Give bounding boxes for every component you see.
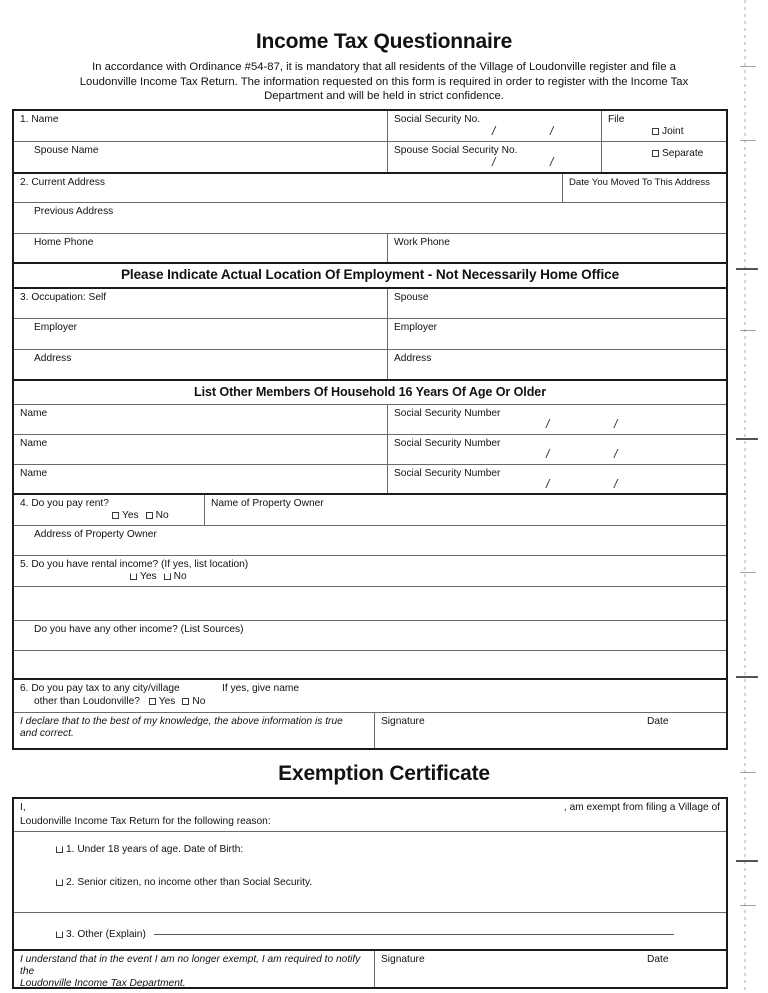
occupation-self-label: 3. Occupation: Self [20, 292, 107, 303]
rent-question-label: 4. Do you pay rent? [20, 498, 109, 509]
rental-income-yes-label: Yes [140, 571, 157, 582]
cell-owner-address[interactable] [14, 526, 726, 555]
file-label: File [608, 114, 625, 125]
scan-artifact-strip [744, 0, 746, 993]
row-question-rental-income [14, 556, 726, 587]
exemption-table [12, 797, 728, 989]
checkbox-icon[interactable] [146, 512, 153, 519]
row-previous-address [14, 203, 726, 234]
household-ssn-slash-2: / [614, 477, 618, 491]
scan-tick [736, 860, 758, 862]
household-name-label: Name [20, 408, 48, 419]
row-spouse-name-ssn [14, 126, 726, 174]
cell-employer-self[interactable] [14, 319, 388, 349]
other-city-tax-options [149, 696, 213, 707]
other-income-question-label: Do you have any other income? (List Sources) [34, 624, 244, 635]
rent-yes-label: Yes [122, 510, 139, 521]
cell-rental-income-question [14, 556, 726, 586]
declaration-line2: and correct. [20, 728, 74, 739]
row-other-income-writein[interactable] [14, 651, 726, 680]
previous-address-label: Previous Address [34, 206, 114, 217]
checkbox-icon[interactable] [182, 698, 189, 705]
household-ssn-slash-2: / [614, 417, 618, 431]
cell-household-ssn[interactable] [388, 465, 726, 493]
rent-yes-option[interactable] [112, 510, 139, 521]
household-ssn-slash-1: / [546, 447, 550, 461]
declaration-date-label: Date [647, 716, 669, 727]
row-occupation [14, 289, 726, 319]
rent-options [112, 510, 176, 522]
other-city-tax-line1: 6. Do you pay tax to any city/village [20, 683, 180, 694]
exemption-item-3[interactable] [20, 929, 726, 941]
cell-occupation-spouse[interactable] [388, 289, 726, 318]
row-phones [14, 234, 726, 264]
cell-rental-income-writein[interactable] [14, 587, 726, 620]
row-exemption-item-3 [14, 913, 726, 951]
household-ssn-slash-2: / [614, 447, 618, 461]
occupation-spouse-label: Spouse [394, 292, 429, 303]
row-current-address [14, 174, 726, 203]
rent-no-label: No [155, 510, 169, 521]
row-employer [14, 319, 726, 350]
cell-household-ssn[interactable] [388, 405, 726, 434]
checkbox-icon[interactable] [130, 573, 137, 580]
row-employment-address [14, 350, 726, 381]
file-option-joint-label: Joint [662, 126, 684, 137]
row-question-rent [14, 495, 726, 526]
other-city-tax-yes-label: Yes [158, 696, 176, 707]
household-name-label: Name [20, 438, 48, 449]
exemption-footer-line1: I understand that in the event I am no longer exempt, I am required to notify the [20, 954, 361, 977]
row-rental-income-writein[interactable] [14, 587, 726, 621]
row-other-income [14, 621, 726, 651]
file-option-joint[interactable] [608, 126, 726, 138]
rental-income-no-label: No [173, 571, 187, 582]
other-city-tax-yes-option[interactable] [149, 696, 176, 707]
row-question-other-city-tax [14, 680, 726, 713]
exemption-title: Exemption Certificate [278, 762, 490, 785]
household-ssn-slash-1: / [546, 417, 550, 431]
scan-tick [740, 330, 756, 331]
employer-spouse-label: Employer [394, 322, 438, 333]
row-household-band [14, 381, 726, 405]
scan-tick [736, 676, 758, 678]
checkbox-icon[interactable] [56, 879, 63, 886]
household-ssn-label: Social Security Number [394, 408, 501, 419]
checkbox-icon[interactable] [164, 573, 171, 580]
cell-rent-question [14, 495, 205, 525]
employment-address-self-label: Address [34, 353, 72, 364]
row-employment-band [14, 264, 726, 289]
home-phone-label: Home Phone [34, 237, 94, 248]
rental-income-question-label: 5. Do you have rental income? (If yes, list location) [20, 559, 249, 570]
employer-self-label: Employer [34, 322, 78, 333]
cell-owner-name[interactable] [205, 495, 726, 525]
scan-tick [740, 572, 756, 573]
cell-exemption-signature[interactable] [375, 951, 726, 987]
employment-address-spouse-label: Address [394, 353, 432, 364]
intro-paragraph: In accordance with Ordinance #54-87, it is mandatory that all residents of the Village of Loudonville register and file a Loudonville Income Tax Return. The information requested on this form is required in order to register with the Income Tax Department and will be held in strict confidence. [79, 61, 689, 103]
table-row [14, 435, 726, 465]
household-band-title: List Other Members Of Household 16 Years Of Age Or Older [193, 385, 547, 399]
file-option-separate-label: Separate [662, 148, 704, 159]
exemption-lead-end: , am exempt from filing a Village of [563, 802, 720, 813]
checkbox-icon[interactable] [112, 512, 119, 519]
questionnaire-table [12, 109, 728, 750]
cell-other-city-tax [14, 680, 726, 712]
owner-name-label: Name of Property Owner [211, 498, 324, 509]
cell-employment-address-self[interactable] [14, 350, 388, 379]
checkbox-icon[interactable] [652, 128, 659, 135]
cell-name[interactable] [14, 111, 388, 141]
exemption-item-2-label: 2. Senior citizen, no income other than Social Security. [66, 877, 313, 888]
household-ssn-slash-1: / [546, 477, 550, 491]
exemption-item-1[interactable] [20, 844, 726, 856]
cell-exemption-footer-text [14, 951, 375, 987]
cell-declaration-signature[interactable] [375, 713, 726, 748]
checkbox-icon[interactable] [149, 698, 156, 705]
spouse-name-label: Spouse Name [34, 145, 99, 156]
rental-income-yes-option[interactable] [130, 571, 157, 582]
exemption-item-3-writein[interactable] [154, 934, 674, 935]
row-declaration [14, 713, 726, 748]
cell-exemption-lead[interactable] [14, 799, 726, 831]
exemption-date-label: Date [647, 954, 669, 965]
file-option-separate[interactable] [608, 148, 726, 160]
other-city-tax-line2: other than Loudonville? [34, 696, 140, 707]
cell-household-name[interactable] [14, 435, 388, 464]
cell-household-name[interactable] [14, 465, 388, 493]
exemption-signature-label: Signature [381, 954, 425, 965]
cell-file-options [602, 126, 726, 172]
ssn-slash-1: / [492, 124, 496, 138]
cell-ssn[interactable] [388, 111, 602, 141]
cell-employment-address-spouse[interactable] [388, 350, 726, 379]
row-exemption-lead [14, 799, 726, 832]
spouse-ssn-slash-1: / [492, 155, 496, 169]
row-owner-address [14, 526, 726, 556]
scan-tick [736, 268, 758, 270]
table-row [14, 405, 726, 435]
exemption-item-1-label: 1. Under 18 years of age. Date of Birth: [66, 844, 244, 855]
cell-declaration-text [14, 713, 375, 748]
row-exemption-items [14, 832, 726, 913]
row-exemption-footer [14, 951, 726, 987]
cell-household-name[interactable] [14, 405, 388, 434]
spouse-ssn-slash-2: / [550, 155, 554, 169]
exemption-lead-line2: Loudonville Income Tax Return for the following reason: [20, 816, 271, 827]
scan-tick [736, 438, 758, 440]
table-row [14, 465, 726, 495]
household-ssn-label: Social Security Number [394, 468, 501, 479]
scan-tick [740, 905, 756, 906]
cell-other-income-question [14, 621, 726, 650]
employment-band-title: Please Indicate Actual Location Of Employment - Not Necessarily Home Office [120, 267, 620, 282]
name-label: 1. Name [20, 114, 59, 125]
cell-date-moved[interactable] [563, 174, 726, 202]
spouse-ssn-label: Spouse Social Security No. [394, 145, 518, 156]
cell-current-address[interactable] [14, 174, 563, 202]
cell-spouse-name[interactable] [14, 142, 388, 172]
other-city-tax-no-option[interactable] [182, 696, 205, 707]
page-title: Income Tax Questionnaire [255, 30, 513, 53]
cell-other-income-writein[interactable] [14, 651, 726, 678]
exemption-item-3-label: 3. Other (Explain) [66, 929, 146, 940]
declaration-signature-label: Signature [381, 716, 425, 727]
cell-work-phone[interactable] [388, 234, 726, 262]
cell-exemption-items [14, 832, 726, 912]
date-moved-label: Date You Moved To This Address [569, 177, 710, 188]
work-phone-label: Work Phone [394, 237, 450, 248]
ssn-label: Social Security No. [394, 114, 481, 125]
exemption-item-2[interactable] [20, 877, 726, 889]
ssn-slash-2: / [550, 124, 554, 138]
rent-no-option[interactable] [146, 510, 169, 521]
rental-income-options [130, 571, 194, 583]
cell-exemption-item-3 [14, 913, 726, 949]
cell-occupation-self[interactable] [14, 289, 388, 318]
current-address-label: 2. Current Address [20, 177, 105, 188]
exemption-footer-line2: Loudonville Income Tax Department. [20, 978, 186, 989]
owner-address-label: Address of Property Owner [34, 529, 157, 540]
checkbox-icon[interactable] [56, 931, 63, 938]
cell-home-phone[interactable] [14, 234, 388, 262]
household-name-label: Name [20, 468, 48, 479]
cell-previous-address[interactable] [14, 203, 726, 233]
household-ssn-label: Social Security Number [394, 438, 501, 449]
other-city-tax-if-yes-label: If yes, give name [222, 683, 300, 694]
rental-income-no-option[interactable] [164, 571, 187, 582]
other-city-tax-no-label: No [192, 696, 206, 707]
checkbox-icon[interactable] [652, 150, 659, 157]
checkbox-icon[interactable] [56, 846, 63, 853]
cell-employer-spouse[interactable] [388, 319, 726, 349]
cell-household-ssn[interactable] [388, 435, 726, 464]
scan-tick [740, 140, 756, 141]
exemption-lead-start: I, [20, 802, 26, 813]
cell-spouse-ssn[interactable] [388, 142, 602, 172]
declaration-line1: I declare that to the best of my knowledge, the above information is true [20, 716, 343, 727]
